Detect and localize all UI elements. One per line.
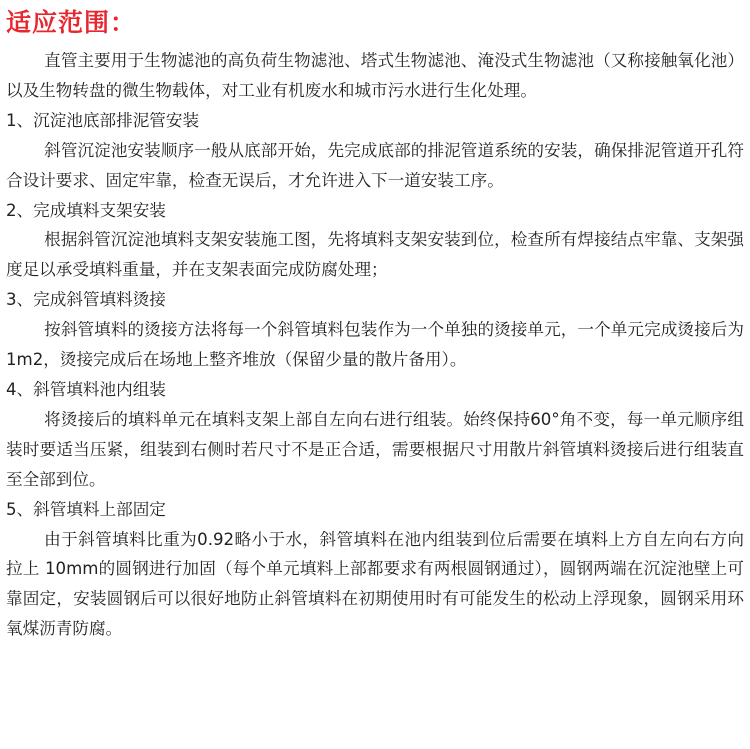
section-body-2: 根据斜管沉淀池填料支架安装施工图，先将填料支架安装到位，检查所有焊接结点牢靠、支架强度足以承受填料重量，并在支架表面完成防腐处理； bbox=[6, 230, 744, 280]
intro-paragraph: 直管主要用于生物滤池的高负荷生物滤池、塔式生物滤池、淹没式生物滤池（又称接触氧化池）以及生物转盘的微生物载体，对工业有机废水和城市污水进行生化处理。 bbox=[6, 51, 744, 100]
section-body-3: 按斜管填料的烫接方法将每一个斜管填料包装作为一个单独的烫接单元，一个单元完成烫接后为1m2，烫接完成后在场地上整齐堆放（保留少量的散片备用）。 bbox=[6, 320, 744, 370]
section-body-5: 由于斜管填料比重为0.92略小于水，斜管填料在池内组装到位后需要在填料上方自左向右方向拉上 10mm的圆钢进行加固（每个单元填料上部都要求有两根圆钢通过），圆钢两端在沉淀池壁上可靠固定，安装圆钢后可以很好地防止斜管填料在初期使用时有可能发生的松动上浮现象，圆钢采用环氧煤沥青防腐。 bbox=[6, 529, 744, 639]
section-heading-2: 2、完成填料支架安装 bbox=[6, 200, 166, 220]
section-heading-1: 1、沉淀池底部排泥管安装 bbox=[6, 110, 200, 130]
section-body-4: 将烫接后的填料单元在填料支架上部自左向右进行组装。始终保持60°角不变，每一单元顺序组装时要适当压紧，组装到右侧时若尺寸不是正合适，需要根据尺寸用散片斜管填料烫接后进行组装直至全部到位。 bbox=[6, 409, 744, 489]
section-heading-3: 3、完成斜管填料烫接 bbox=[6, 290, 166, 310]
section-heading-4: 4、斜管填料池内组装 bbox=[6, 379, 166, 399]
section-body-1: 斜管沉淀池安装顺序一般从底部开始，先完成底部的排泥管道系统的安装，确保排泥管道开孔符合设计要求、固定牢靠，检查无误后，才允许进入下一道安装工序。 bbox=[6, 140, 744, 190]
page-title: 适应范围： bbox=[6, 8, 137, 37]
section-heading-5: 5、斜管填料上部固定 bbox=[6, 499, 166, 519]
